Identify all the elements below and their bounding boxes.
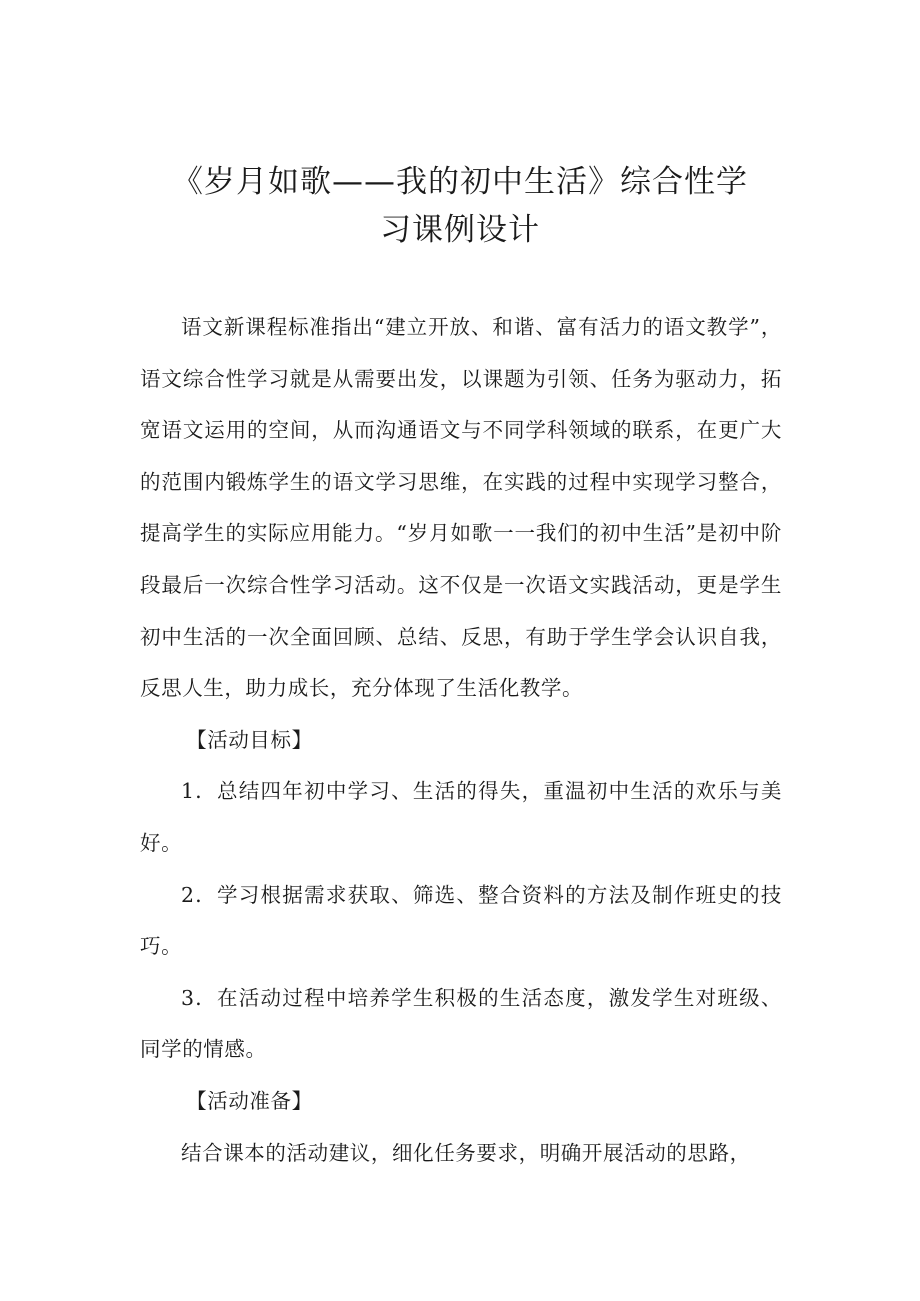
section-heading-prep: 【活动准备】: [186, 1088, 313, 1113]
goal-item-2: 2．学习根据需求获取、筛选、整合资料的方法及制作班史的技巧。: [140, 882, 782, 959]
goal-item-1: 1．总结四年初中学习、生活的得失，重温初中生活的欢乐与美好。: [140, 779, 782, 855]
intro-paragraph: 语文新课程标准指出“建立开放、和谐、富有活力的语文教学”，语文综合性学习就是从需要出发，以课题为引领、任务为驱动力，拓宽语文运用的空间，从而沟通语文与不同学科领域的联系，在更广大的范围内锻炼学生的语文学习思维，在实践的过程中实现学习整合，提高学生的实际应用能力。“岁月如歌一一我们的初中生活”是初中阶段最后一次综合性学习活动。这不仅是一次语文实践活动，更是学生初中生活的一次全面回顾、总结、反思，有助于学生学会认识自我，反思人生，助力成长，充分体现了生活化教学。: [140, 315, 782, 701]
document-title: [120, 158, 800, 254]
prep-paragraph: 结合课本的活动建议，细化任务要求，明确开展活动的思路，: [181, 1140, 751, 1165]
section-heading-goals: 【活动目标】: [186, 727, 313, 752]
document-body: [140, 302, 782, 1179]
title-line-2: 习课例设计: [380, 212, 540, 248]
goal-item-3: 3．在活动过程中培养学生积极的生活态度，激发学生对班级、同学的情感。: [140, 985, 782, 1062]
title-line-1: 《岁月如歌——我的初中生活》综合性学: [172, 164, 748, 200]
